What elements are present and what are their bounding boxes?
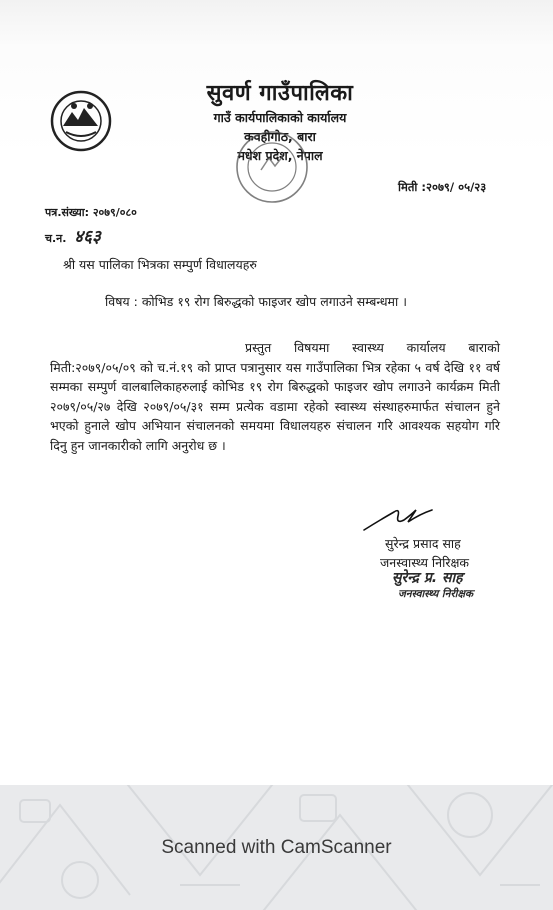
letter-date: मिती :२०७९/ ०५/२३ (398, 180, 487, 194)
subject-line: विषय : कोभिड १९ रोग बिरुद्धको फाइजर खोप लगाउने सम्बन्धमा । (105, 294, 407, 309)
office-seal-icon (233, 128, 311, 206)
office-province: मधेश प्रदेश, नेपाल (237, 148, 323, 163)
municipality-emblem-icon (50, 90, 112, 152)
recipient-line: श्री यस पालिका भित्रका सम्पुर्ण विधालयहरु (63, 257, 257, 272)
org-name: सुवर्ण गाउँपालिका (206, 81, 354, 106)
stamp-name: सुरेन्द्र प्र. साह (392, 570, 463, 586)
scanner-footer (0, 785, 553, 910)
dispatch-number (45, 224, 101, 247)
signatory-name: सुरेन्द्र प्रसाद साह (385, 536, 461, 551)
scanner-watermark-text: Scanned with CamScanner (161, 837, 392, 858)
stamp-title: जनस्वास्थ्य निरीक्षक (398, 588, 474, 600)
office-place: कवहीगोठ, बारा (244, 129, 316, 144)
dispatch-label: च.न. (45, 232, 67, 245)
handwritten-signature-icon (360, 500, 440, 535)
dispatch-value: ४६३ (74, 227, 101, 247)
office-name: गाउँ कार्यपालिकाको कार्यालय (213, 110, 347, 125)
letter-reference-number: पत्र.संख्या: २०७९/०८० (45, 206, 137, 219)
letter-body: प्रस्तुत विषयमा स्वास्थ्य कार्यालय बाराको मिती:२०७९/०५/०९ को च.नं.१९ को प्राप्त पत्रानुसार यस गाउँपालिका भित्र रहेका ५ वर्ष देखि ११ वर्ष सम्मका सम्पुर्ण वालबालिकाहरुलाई कोभिड १९ रोग बिरुद्धको फाइजर खोप लगाउने कार्यक्रम मिती २०७९/०५/२७ देखि २०७९/०५/३१ सम्म प्रत्येक वडामा रहेको स्वास्थ्य संस्थाहरुमार्फत संचालन हुने भएको हुनाले खोप अभियान संचालनको समयमा विधालयहरु संचालन गरि आवश्यक सहयोग गरि दिनु हुन जानकारीको लागि अनुरोध छ । (50, 340, 500, 453)
signatory-title: जनस्वास्थ्य निरिक्षक (380, 555, 470, 570)
